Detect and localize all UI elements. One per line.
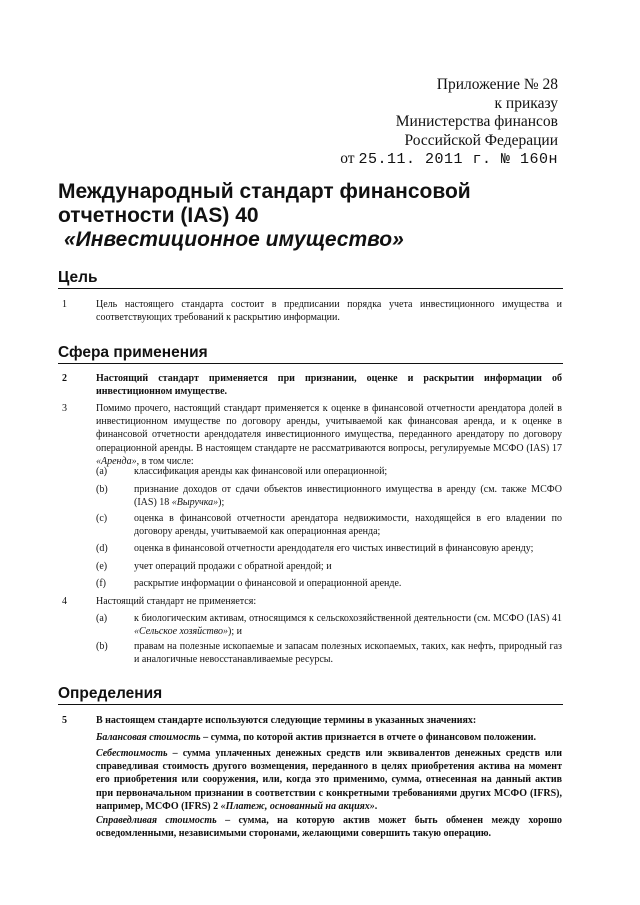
list-label: (f): [96, 578, 106, 589]
list-label: (b): [96, 484, 108, 495]
paragraph-scope-3: Помимо прочего, настоящий стандарт применяется к оценке в финансовой отчетности арендатора долей в инвестиционном имуществе по договору аренды, учитываемой как финансовая аренда, и к оценке в финансовой отчетности арендодателя инвестиционного имущества, переданного арендатору по договору операционной аренды. В настоящем стандарте не рассматриваются вопросы, регулируемые МСФО (IAS) 17 «Аренда», в том числе:: [96, 403, 562, 467]
paragraph-definitions-intro: В настоящем стандарте используются следующие термины в указанных значениях:: [96, 715, 477, 726]
list-item: правам на полезные ископаемые и запасам полезных ископаемых, таких, как нефть, природный газ и аналогичные невосстанавливаемые ресурсы.: [134, 641, 562, 666]
appendix-date-line: [340, 150, 558, 170]
paragraph-number: 2: [62, 373, 67, 384]
paragraph-number: 4: [62, 596, 67, 607]
definition-fair-value: Справедливая стоимость – сумма, на которую актив может быть обменен между хорошо осведомленными, независимыми сторонами, желающими совершить такую операцию.: [96, 815, 562, 840]
list-label: (b): [96, 641, 108, 652]
list-item: классификация аренды как финансовой или операционной;: [134, 466, 388, 477]
document-title: Международный стандарт финансовой отчетности (IAS) 40: [58, 180, 471, 227]
paragraph-scope-2: Настоящий стандарт применяется при признании, оценке и раскрытии информации об инвестиционном имуществе.: [96, 373, 562, 398]
list-item: оценка в финансовой отчетности арендатора недвижимости, находящейся в его владении по договору аренды, учитываемой как операционная аренда;: [134, 513, 562, 538]
order-date: 25.11. 2011 г. № 160н: [358, 151, 558, 168]
paragraph-scope-4: Настоящий стандарт не применяется:: [96, 596, 257, 607]
date-prefix: от: [340, 150, 355, 167]
list-label: (d): [96, 543, 108, 554]
list-item: оценка в финансовой отчетности арендодателя его чистых инвестиций в финансовую аренду;: [134, 543, 534, 554]
list-item: раскрытие информации о финансовой и операционной аренде.: [134, 578, 402, 589]
list-item: учет операций продажи с обратной арендой; и: [134, 561, 332, 572]
appendix-ministry: Министерства финансов: [395, 113, 558, 130]
section-heading-goal: Цель: [58, 268, 563, 289]
paragraph-number: 1: [62, 299, 67, 310]
appendix-country: Российской Федерации: [404, 131, 558, 149]
list-label: (c): [96, 513, 108, 524]
section-heading-scope: Сфера применения: [58, 343, 563, 364]
list-label: (e): [96, 561, 108, 572]
paragraph-number: 5: [62, 715, 67, 726]
document-subtitle: «Инвестиционное имущество»: [64, 228, 404, 251]
appendix-header: [340, 76, 558, 170]
appendix-number: Приложение № 28: [436, 76, 558, 93]
paragraph-goal: Цель настоящего стандарта состоит в предписании порядка учета инвестиционного имущества и соответствующих требований к раскрытию информации.: [96, 299, 562, 324]
list-label: (a): [96, 613, 108, 624]
definition-cost: Себестоимость – сумма уплаченных денежных средств или эквивалентов денежных средств или справедливая стоимость другого возмещения, переданного в целях приобретения актива на момент его приобретения или сооружения, или, когда это применимо, сумма, отнесенная на данный актив при первоначальном признании в соответствии с конкретными требованиями других МСФО (IFRS), например, МСФО (IFRS) 2 «Платеж, основанный на акциях».: [96, 748, 562, 812]
section-heading-definitions: Определения: [58, 684, 563, 705]
list-item: к биологическим активам, относящимся к сельскохозяйственной деятельности (см. МСФО (IAS) 41 «Сельское хозяйство»); и: [134, 613, 562, 638]
appendix-order: к приказу: [494, 94, 558, 112]
list-label: (a): [96, 466, 108, 477]
paragraph-number: 3: [62, 403, 67, 414]
definition-carrying-amount: Балансовая стоимость – сумма, по которой актив признается в отчете о финансовом положении.: [96, 732, 536, 743]
list-item: признание доходов от сдачи объектов инвестиционного имущества в аренду (см. также МСФО (IAS) 18 «Выручка»);: [134, 484, 562, 509]
